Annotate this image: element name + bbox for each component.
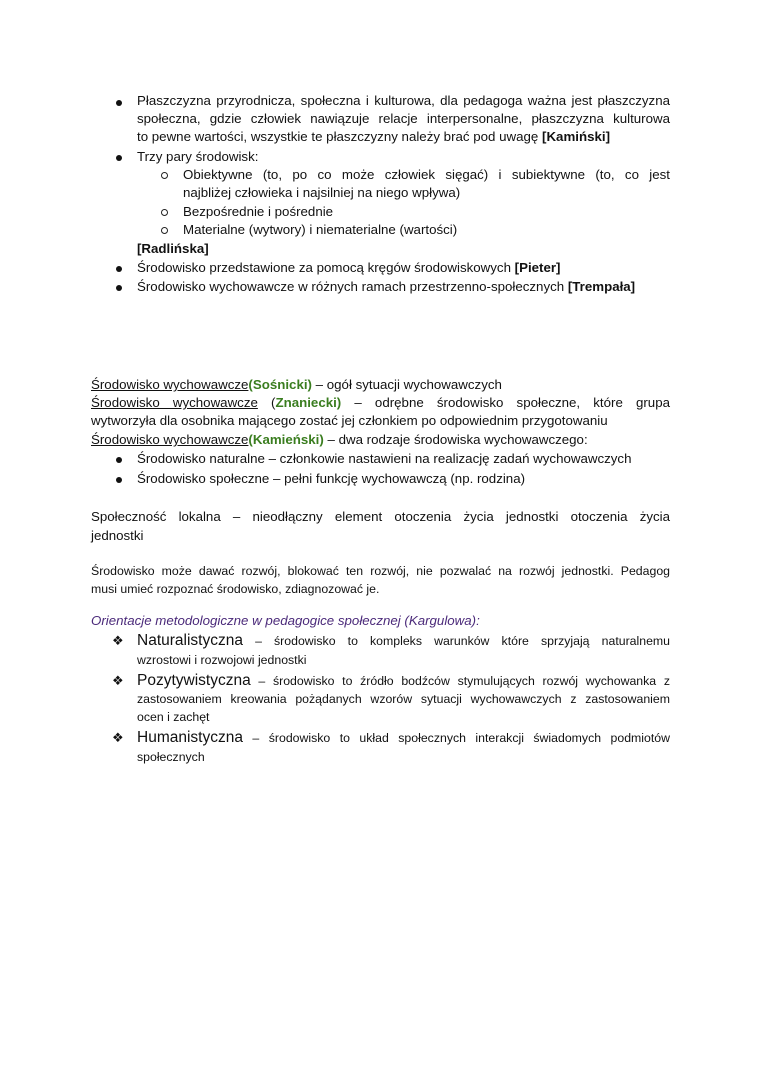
orientation-term: Naturalistyczna xyxy=(137,632,243,649)
bullet-icon xyxy=(116,266,122,272)
orientation-term: Pozytywistyczna xyxy=(137,672,251,689)
orientation-item-continued: społecznych xyxy=(137,750,205,764)
sub-list-item-continued: najbliżej człowieka i najsilniej na niego wpływa) xyxy=(183,185,461,200)
paragraph-line: Społeczność lokalna – nieodłączny element otoczenia życia jednostki otoczenia życia xyxy=(91,509,670,524)
paragraph-line: Środowisko może dawać rozwój, blokować ten rozwój, nie pozwalać na rozwój jednostki. Pedagog xyxy=(91,564,670,578)
list-item: Środowisko przedstawione za pomocą kręgów środowiskowych [Pieter] xyxy=(137,260,561,275)
circle-bullet-icon xyxy=(161,172,168,179)
circle-bullet-icon xyxy=(161,227,168,234)
author-citation: [Trempała] xyxy=(567,279,636,294)
orientation-item-continued: wzrostowi i rozwojowi jednostki xyxy=(137,653,307,667)
bullet-icon xyxy=(116,285,122,291)
term: Środowisko wychowawcze xyxy=(91,432,249,447)
list-item: Środowisko społeczne – pełni funkcję wychowawczą (np. rodzina) xyxy=(137,471,526,486)
term: Środowisko wychowawcze xyxy=(91,377,249,392)
author-citation: Znaniecki) xyxy=(275,395,342,410)
author-citation: [Pieter] xyxy=(514,260,561,275)
orientation-item-continued: ocen i zachęt xyxy=(137,710,210,724)
paragraph-line: to pewne wartości, wszystkie te płaszczyzny należy brać pod uwagę [Kamiński] xyxy=(137,129,610,144)
orientation-item-continued: zastosowaniem kreowania pożądanych wzorów sytuacji wychowawczych z zastosowaniem xyxy=(137,692,670,706)
bullet-icon xyxy=(116,477,122,483)
bullet-icon xyxy=(116,100,122,106)
author-citation: (Kamieński) xyxy=(248,432,324,447)
list-item: Trzy pary środowisk: xyxy=(137,149,259,164)
orientation-item: Humanistyczna – środowisko to układ społecznych interakcji świadomych podmiotów xyxy=(137,729,670,746)
author-citation: (Sośnicki) xyxy=(248,377,312,392)
list-item: Środowisko wychowawcze w różnych ramach przestrzenno-społecznych [Trempała] xyxy=(137,279,636,294)
paragraph-line: społeczna, gdzie człowiek nawiązuje relacje interpersonalne, płaszczyzna kulturowa xyxy=(137,111,670,126)
diamond-bullet-icon: ❖ xyxy=(112,633,124,648)
circle-bullet-icon xyxy=(161,209,168,216)
bullet-icon xyxy=(116,457,122,463)
paragraph-line: musi umieć rozpoznać środowisko, zdiagnozować je. xyxy=(91,582,380,596)
term: Środowisko wychowawcze xyxy=(91,395,258,410)
definition-line: Środowisko wychowawcze(Kamieński) – dwa rodzaje środowiska wychowawczego: xyxy=(91,432,588,447)
orientation-term: Humanistyczna xyxy=(137,729,243,746)
paragraph-line: Płaszczyzna przyrodnicza, społeczna i kulturowa, dla pedagoga ważna jest płaszczyzna xyxy=(137,93,670,108)
definition-line: Środowisko wychowawcze (Znaniecki) – odrębne środowisko społeczne, które grupa xyxy=(91,395,670,410)
bullet-icon xyxy=(116,155,122,161)
sub-list-item: Materialne (wytwory) i niematerialne (wartości) xyxy=(183,222,458,237)
author-citation: [Radlińska] xyxy=(137,241,209,256)
section-heading: Orientacje metodologiczne w pedagogice społecznej (Kargulowa): xyxy=(91,613,480,628)
list-item: Środowisko naturalne – członkowie nastawieni na realizację zadań wychowawczych xyxy=(137,451,632,466)
diamond-bullet-icon: ❖ xyxy=(112,673,124,688)
definition-line: Środowisko wychowawcze(Sośnicki) – ogół sytuacji wychowawczych xyxy=(91,377,502,392)
paragraph-line: jednostki xyxy=(91,528,144,543)
sub-list-item: Bezpośrednie i pośrednie xyxy=(183,204,334,219)
orientation-item: Pozytywistyczna – środowisko to źródło bodźców stymulujących rozwój wychowanka z xyxy=(137,672,670,689)
author-citation: [Kamiński] xyxy=(542,129,610,144)
orientation-item: Naturalistyczna – środowisko to kompleks warunków które sprzyjają naturalnemu xyxy=(137,632,670,649)
definition-line-continued: wytworzyła dla osobnika mającego zostać jej członkiem po odpowiednim przygotowaniu xyxy=(91,413,608,428)
sub-list-item: Obiektywne (to, po co może człowiek sięgać) i subiektywne (to, co jest xyxy=(183,167,670,182)
diamond-bullet-icon: ❖ xyxy=(112,730,124,745)
